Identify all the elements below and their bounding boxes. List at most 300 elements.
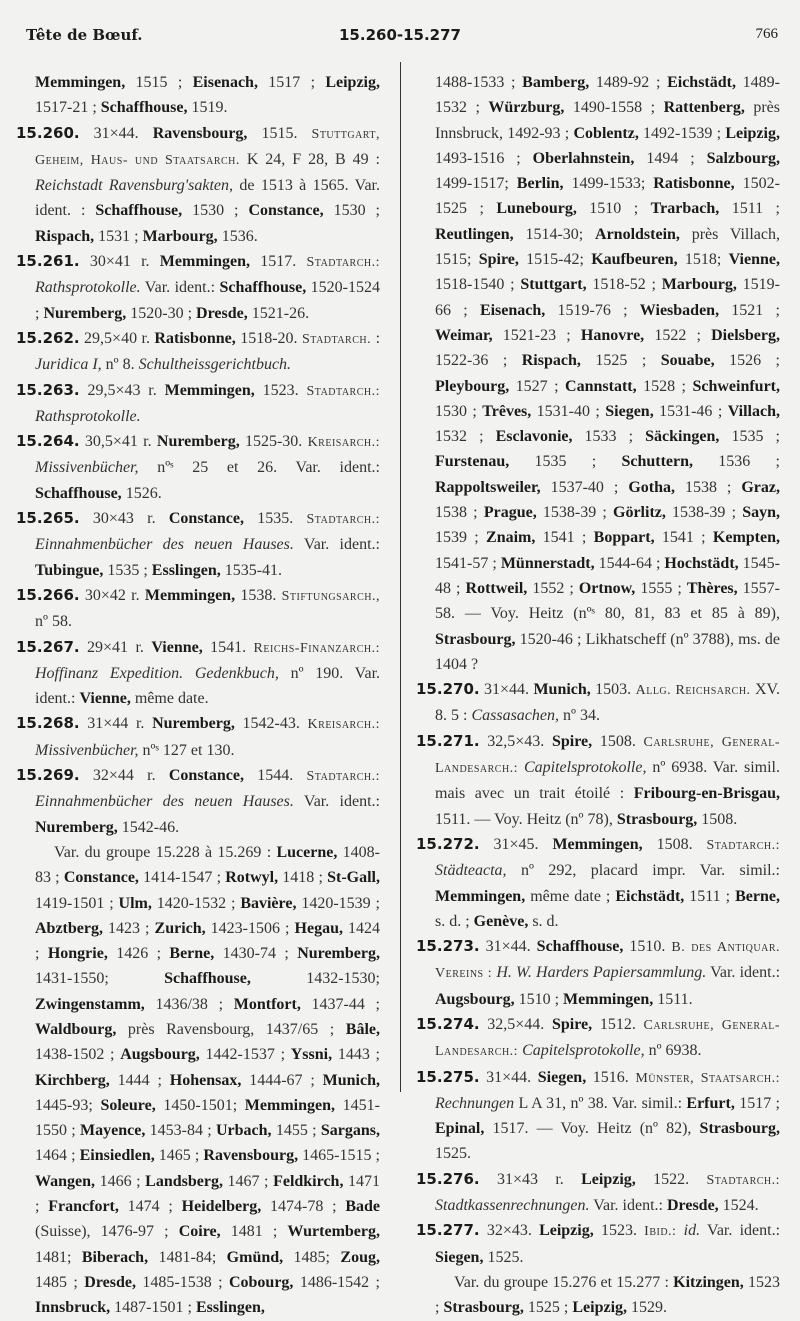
place-name: Souabe, (660, 352, 715, 370)
text: 1535 ; (719, 428, 780, 446)
place-name: Constance, (168, 767, 244, 785)
text: 1443 ; (332, 1046, 380, 1064)
text: 1485-1538 ; (135, 1273, 229, 1291)
text: 1539 ; (435, 529, 487, 547)
place-name: Dresde, (666, 1197, 719, 1215)
place-name: Augsbourg, (120, 1046, 200, 1064)
text: 1485; (283, 1248, 341, 1266)
text: près Ravensbourg, 1437/65 ; (116, 1020, 346, 1038)
text: 1493-1516 ; (435, 149, 533, 167)
place-name: Biberach, (81, 1248, 149, 1266)
place-name: Leipzig, (725, 124, 780, 142)
place-name: Spire, (478, 251, 519, 269)
place-name: Strasbourg, (443, 1299, 524, 1317)
place-name: Nuremberg, (35, 818, 118, 836)
place-name: Memmingen, (244, 1096, 335, 1114)
place-name: Vienne, (151, 638, 203, 656)
text: s. d. ; (435, 912, 474, 930)
place-name: Siegen, (435, 1248, 484, 1266)
archive-name: B. des Antiquar. Vereins : (435, 940, 781, 982)
archive-name: Kreisarch.: (307, 435, 381, 451)
text: 1420-1539 ; (296, 894, 380, 912)
archive-name: Stuttgart, Geheim, Haus- und Staatsarch. (35, 126, 380, 168)
text: 1526. (121, 484, 162, 502)
text: 1526 ; (714, 352, 780, 370)
place-name: Kitzingen, (673, 1273, 744, 1291)
catalog-entry (16, 249, 380, 326)
catalog-entry (16, 506, 380, 583)
place-name: Ortnow, (578, 579, 636, 597)
text: 1502-1525 ; (435, 175, 780, 218)
place-name: Bâle, (345, 1020, 380, 1038)
place-name: Weimar, (435, 326, 493, 344)
archive-name: Stiftungsarch., (281, 588, 380, 604)
place-name: Gotha, (628, 478, 675, 496)
archive-name: Stadtarch.: (706, 837, 781, 853)
text: 31×44 r. (87, 715, 153, 733)
place-name: Wurtemberg, (287, 1223, 380, 1241)
continued-text (416, 70, 780, 677)
text: 1510 ; (514, 990, 564, 1008)
text: 1515 ; (125, 74, 193, 91)
archive-name: Carlsruhe, General-Landesarch.: (435, 1017, 781, 1060)
text: 1515-42; (518, 251, 592, 269)
text: 1450-1501; (155, 1096, 245, 1114)
text (676, 1222, 683, 1239)
archive-title: Rathsprotokolle. (35, 407, 141, 425)
archive-title: Hoffinanz Expedition. Gedenkbuch, (35, 664, 279, 682)
archive-title: Missivenbücher, (35, 459, 139, 477)
text: 1419-1501 ; (35, 894, 119, 912)
place-name: Francfort, (48, 1198, 119, 1216)
place-name: Nuremberg, (43, 304, 127, 322)
text: 1485 ; (35, 1273, 85, 1291)
place-name: Görlitz, (613, 504, 666, 522)
text: Var. ident.: (293, 536, 380, 554)
place-name: Vienne, (728, 251, 780, 269)
place-name: Heidelberg, (181, 1198, 262, 1216)
text: 1511 ; (684, 887, 736, 905)
archive-name: Münster, Staatsarch.: (635, 1070, 780, 1086)
place-name: Oberlahnstein, (532, 149, 635, 167)
archive-title: Reichstadt Ravensburg'sakten, (35, 177, 234, 195)
place-name: Rattenberg, (663, 99, 745, 117)
place-name: Sargans, (320, 1122, 380, 1140)
text: Var. ident.: (700, 1222, 781, 1240)
text: 1499-1517; (435, 175, 517, 193)
text: de 1513 à 1565. Var. ident. : (35, 177, 381, 220)
text: 1432-1530; (250, 970, 380, 988)
text: 1536. (217, 227, 258, 245)
archive-name: Stadtarch.: (306, 769, 381, 785)
text: 1531-40 ; (531, 402, 606, 420)
place-name: Erfurt, (686, 1094, 735, 1112)
text: 1508. (642, 835, 707, 853)
place-name: Munich, (533, 681, 591, 699)
place-name: Hongrie, (47, 945, 108, 963)
text: s. d. (528, 912, 559, 930)
text: 1531 ; (94, 227, 143, 245)
place-name: Dresde, (196, 304, 248, 322)
place-name: Hegau, (294, 919, 343, 937)
place-name: Memmingen, (435, 887, 526, 905)
place-name: Eisenach, (479, 301, 546, 319)
text: 1515. (247, 124, 312, 142)
text: 30,5×41 r. (84, 433, 157, 451)
place-name: Schaffhouse, (95, 202, 183, 220)
place-name: Einsiedlen, (79, 1147, 155, 1165)
catalog-entry (416, 832, 780, 934)
place-name: Kirchberg, (35, 1071, 110, 1089)
text: 1520-1524 ; (35, 279, 380, 322)
place-name: Memmingen, (35, 74, 126, 91)
place-name: Dielsberg, (711, 326, 780, 344)
text: 1481-84; (148, 1248, 227, 1266)
text: 1414-1547 ; (138, 869, 226, 887)
place-name: Schaffhouse, (35, 484, 122, 502)
catalog-entry (416, 1167, 780, 1219)
place-name: Berlin, (516, 175, 564, 193)
place-name: Eichstädt, (615, 887, 685, 905)
place-name: Säckingen, (645, 428, 720, 446)
text: 1423-1506 ; (205, 919, 295, 937)
place-name: Bade (345, 1198, 381, 1216)
place-name: Mayence, (80, 1122, 146, 1140)
entry-number: 15.262. (16, 328, 80, 347)
place-name: Würzburg, (488, 99, 565, 117)
page-number: 766 (755, 26, 778, 42)
place-name: Marbourg, (661, 276, 737, 294)
text: 1519-66 ; (435, 276, 780, 319)
text: 31×43 r. (496, 1170, 582, 1188)
archive-name: Reichs-Finanzarch.: (253, 640, 381, 656)
archive-name: Carlsruhe, General-Landesarch.: (435, 734, 781, 777)
text: XV. 8. 5 : (435, 681, 781, 725)
archive-title: Cassasachen, (471, 707, 560, 725)
place-name: Ulm, (118, 894, 152, 912)
text: 30×42 r. (84, 586, 145, 604)
entry-number: 15.260. (16, 123, 80, 142)
text: Var. ident.: (589, 1197, 667, 1215)
entry-number: 15.269. (16, 766, 80, 785)
place-name: Trêves, (482, 402, 532, 420)
catalog-entry (416, 1012, 780, 1065)
place-name: Villach, (727, 402, 780, 420)
place-name: Sayn, (742, 504, 780, 522)
text: (Suisse), 1476-97 ; (35, 1223, 179, 1241)
place-name: Zoug, (340, 1248, 380, 1266)
running-title: Tête de Bœuf. (26, 26, 143, 44)
text: 1542-46. (117, 818, 180, 836)
text: 1530 ; (182, 202, 249, 220)
text: 1518; (677, 251, 729, 269)
place-name: Münnerstadt, (500, 554, 595, 572)
place-name: Kempten, (712, 529, 780, 547)
text: 1489-92 ; (589, 74, 668, 91)
place-name: Strasbourg, (435, 630, 516, 648)
text: 1530 ; (435, 402, 483, 420)
text: 1538 ; (674, 478, 742, 496)
text: même date. (130, 690, 209, 708)
place-name: Siegen, (537, 1068, 587, 1086)
text: 31×45. (493, 835, 553, 853)
text: 32,5×44. (487, 1015, 552, 1033)
place-name: Lucerne, (276, 843, 338, 861)
text: 1532 ; (435, 428, 496, 446)
text: 1453-84 ; (145, 1122, 216, 1140)
text: 1531-46 ; (653, 402, 728, 420)
place-name: Siegen, (605, 402, 654, 420)
text: 1518-20. (235, 329, 302, 347)
archive-name: Ibid.: (644, 1224, 677, 1240)
text: 1535 ; (509, 453, 622, 471)
text: 1522-36 ; (435, 352, 522, 370)
place-name: Rappoltsweiler, (435, 478, 541, 496)
text: 32,5×43. (487, 732, 552, 750)
catalog-entry (16, 711, 380, 763)
entry-number: 15.276. (416, 1169, 480, 1188)
place-name: Hanovre, (580, 326, 645, 344)
text: 1525. (483, 1248, 524, 1266)
text: 1544-64 ; (594, 554, 665, 572)
text: 29,5×43 r. (87, 381, 165, 399)
entry-number: 15.270. (416, 680, 480, 699)
place-name: Memmingen, (552, 835, 643, 853)
text: 1474-78 ; (261, 1198, 346, 1216)
text: 1418 ; (278, 869, 328, 887)
place-name: Yssni, (290, 1046, 333, 1064)
text: 31×44. (486, 1068, 538, 1086)
text: 30×43 r. (92, 510, 169, 528)
place-name: Cobourg, (228, 1273, 294, 1291)
text: 1521-23 ; (492, 326, 581, 344)
place-name: Memmingen, (144, 586, 236, 604)
text: 1503. (590, 681, 636, 699)
text: 32×43. (486, 1222, 540, 1240)
text: 1494 ; (634, 149, 707, 167)
place-name: Trarbach, (650, 200, 720, 218)
text: 1431-1550; (35, 970, 165, 988)
text: nº 6938. Var. simil. mais avec un trait étoilé : (435, 759, 781, 803)
archive-title: Missivenbücher, (35, 741, 139, 759)
archive-title: Einnahmenbücher des neuen Hauses. (35, 536, 294, 554)
archive-name: Kreisarch.: (307, 717, 380, 733)
text: : (371, 329, 381, 347)
text: 1522 ; (644, 326, 712, 344)
text: 1474 ; (118, 1198, 182, 1216)
place-name: Leipzig, (572, 1299, 628, 1317)
place-name: Ravensbourg, (203, 1147, 299, 1165)
text: 1492-1539 ; (638, 124, 726, 142)
text: 1525 ; (523, 1299, 573, 1317)
archive-name: Allg. Reichsarch. (635, 683, 751, 699)
text: 29,5×40 r. (84, 329, 155, 347)
place-name: Hochstädt, (664, 554, 739, 572)
place-name: Arnoldstein, (595, 225, 680, 243)
entry-number: 15.266. (16, 585, 80, 604)
text: nº 292, placard impr. Var. simil.: (506, 862, 780, 880)
text: 1552 ; (527, 579, 579, 597)
text: même date ; (525, 887, 616, 905)
place-name: Berne, (735, 887, 780, 905)
place-name: Schaffhouse, (164, 970, 251, 988)
place-name: Rispach, (35, 227, 95, 245)
text: nº 58. (35, 613, 72, 631)
archive-title: id. (683, 1222, 701, 1240)
text: 1486-1542 ; (293, 1273, 381, 1291)
place-name: Salzbourg, (706, 149, 780, 167)
entry-number: 15.268. (16, 714, 80, 733)
place-name: Reutlingen, (435, 225, 514, 243)
text: 1545-48 ; (435, 554, 780, 597)
place-name: Memmingen, (159, 253, 250, 271)
place-name: Lunebourg, (496, 200, 577, 218)
text: 1519. (187, 99, 228, 117)
place-name: Memmingen, (563, 990, 654, 1008)
text: nº 34. (559, 707, 600, 725)
place-name: Landsberg, (145, 1172, 223, 1190)
place-name: Bamberg, (522, 74, 590, 91)
place-name: Spire, (551, 1015, 593, 1033)
text: 1520-30 ; (126, 304, 197, 322)
place-name: Graz, (741, 478, 780, 496)
place-name: Berne, (169, 945, 215, 963)
text: 1465-1515 ; (298, 1147, 380, 1165)
place-name: Wiesbaden, (639, 301, 720, 319)
place-name: Coblentz, (573, 124, 639, 142)
text: 1466 ; (95, 1172, 146, 1190)
group-variants (416, 1270, 780, 1321)
text: 1430-74 ; (214, 945, 298, 963)
column-divider (400, 62, 401, 1092)
entry-number: 15.265. (16, 509, 80, 528)
place-name: Rottweil, (465, 579, 528, 597)
text: 1445-93; (35, 1096, 101, 1114)
left-column (16, 70, 380, 1321)
text: 1541. (202, 638, 254, 656)
place-name: Innsbruck, (35, 1299, 111, 1317)
place-name: Esclavonie, (495, 428, 573, 446)
text: 1544. (243, 767, 307, 785)
text: 1524. (718, 1197, 759, 1215)
archive-name: Stadtarch.: (306, 383, 381, 399)
place-name: Augsbourg, (435, 990, 515, 1008)
text: 1489-1532 ; (435, 74, 780, 117)
place-name: Ratisbonne, (154, 329, 236, 347)
text: 1535. (243, 510, 307, 528)
place-name: Wangen, (35, 1172, 96, 1190)
place-name: Abztberg, (35, 919, 103, 937)
text: 1424 ; (35, 919, 381, 963)
text: K 24, F 28, B 49 : (239, 150, 380, 168)
place-name: Ravensbourg, (152, 124, 248, 142)
group-variants (16, 840, 380, 1321)
text: 1481 ; (220, 1223, 288, 1241)
text: 1455 ; (271, 1122, 321, 1140)
text: 30×41 r. (89, 253, 160, 271)
text: 1541-57 ; (435, 554, 501, 572)
entry-number: 15.264. (16, 432, 80, 451)
place-name: Epinal, (435, 1120, 485, 1138)
place-name: Coire, (178, 1223, 221, 1241)
catalog-entry (16, 635, 380, 712)
text: nº 8. (101, 356, 139, 374)
place-name: Stuttgart, (520, 276, 587, 294)
place-name: Constance, (168, 510, 244, 528)
text: nº 6938. (644, 1042, 702, 1060)
place-name: Nuremberg, (297, 945, 380, 963)
place-name: Dresde, (84, 1273, 136, 1291)
catalog-entry (416, 677, 780, 729)
archive-title: Stadtkassenrechnungen. (435, 1197, 590, 1215)
text: 1538-39 ; (665, 504, 743, 522)
text: 1511 ; (719, 200, 780, 218)
place-name: Nuremberg, (156, 433, 240, 451)
catalog-entry (16, 763, 380, 840)
place-name: Urbach, (215, 1122, 272, 1140)
archive-name: Stadtarch.: (306, 255, 381, 271)
catalog-entry (416, 1065, 780, 1167)
place-name: Rotwyl, (225, 869, 279, 887)
text: 1530 ; (323, 202, 380, 220)
archive-title: Schultheissgerichtbuch. (138, 356, 292, 374)
text: 1523. (593, 1222, 645, 1240)
archive-name: Stadtarch.: (706, 1172, 781, 1188)
text: Var. du groupe 15.276 et 15.277 : (454, 1273, 674, 1291)
text: 1490-1558 ; (564, 99, 664, 117)
archive-name: Stadtarch.: (306, 512, 381, 528)
text: 1538 ; (435, 504, 484, 522)
text: 1465 ; (154, 1147, 204, 1165)
place-name: Gmünd, (226, 1248, 284, 1266)
archive-title: Rechnungen (435, 1094, 515, 1112)
place-name: Constance, (248, 202, 324, 220)
archive-title: Einnahmenbücher des neuen Hauses. (35, 793, 294, 811)
text: 1517. (250, 253, 307, 271)
place-name: Memmingen, (164, 381, 255, 399)
text: 1521 ; (719, 301, 780, 319)
text: 1517 ; (257, 74, 326, 91)
text: près Villach, 1515; (435, 225, 780, 269)
text: 1525. (435, 1145, 471, 1163)
text: nºˢ 25 et 26. Var. ident.: (138, 459, 380, 477)
text: 1518-1540 ; (435, 276, 521, 294)
place-name: Schaffhouse, (100, 99, 188, 117)
archive-title: Städteacta, (435, 862, 507, 880)
text: 1464 ; (35, 1147, 80, 1165)
place-name: Marbourg, (142, 227, 218, 245)
place-name: Constance, (63, 869, 139, 887)
place-name: Znaim, (486, 529, 536, 547)
text: 1420-1532 ; (151, 894, 241, 912)
archive-title: Rathsprotokolle. (35, 279, 141, 297)
catalog-entry (16, 326, 380, 378)
text: Var. ident.: (293, 793, 380, 811)
text: 1519-76 ; (545, 301, 640, 319)
place-name: Montfort, (233, 995, 301, 1013)
text: 1533 ; (572, 428, 646, 446)
text: 1508. (697, 810, 738, 828)
text: 31×44. (93, 124, 153, 142)
text: 1537-40 ; (540, 478, 629, 496)
place-name: Bavière, (240, 894, 297, 912)
text: 1438-1502 ; (35, 1046, 121, 1064)
place-name: Leipzig, (325, 74, 380, 91)
text: 1538. (235, 586, 282, 604)
text: 1514-30; (513, 225, 596, 243)
text: 1536 ; (693, 453, 780, 471)
text: nº 190. Var. ident.: (35, 664, 381, 708)
